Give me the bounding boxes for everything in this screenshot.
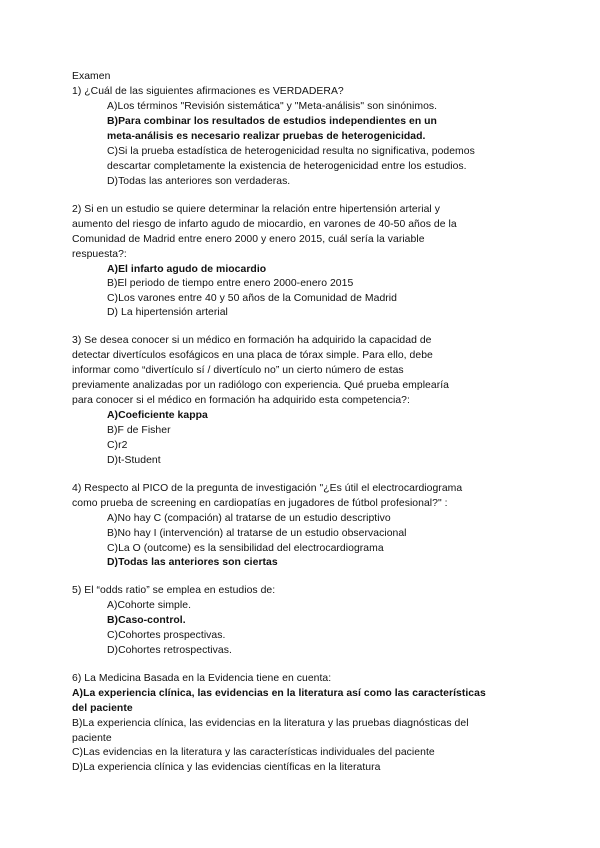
option-b-correct: B)Caso-control. (107, 615, 186, 626)
option-d-correct: D)Todas las anteriores son ciertas (107, 557, 278, 568)
option-b: paciente (72, 733, 112, 744)
question-stem-line: aumento del riesgo de infarto agudo de miocardio, en varones de 40-50 años de la (72, 219, 457, 230)
option-d: D)Todas las anteriores son verdaderas. (107, 176, 291, 187)
question-stem-line: informar como “divertículo sí / divertículo no” un cierto número de estas (72, 365, 404, 376)
option-a-correct: A)La experiencia clínica, las evidencias en la literatura así como las características (72, 688, 486, 699)
option-a-correct: del paciente (72, 703, 133, 714)
option-a: A)Cohorte simple. (107, 600, 192, 611)
question-stem-line: previamente analizadas por un radiólogo con experiencia. Qué prueba emplearía (72, 380, 449, 391)
option-c: C)Los varones entre 40 y 50 años de la Comunidad de Madrid (107, 293, 397, 304)
option-b-correct: B)Para combinar los resultados de estudios independientes en un (107, 116, 437, 127)
question-stem-line: 6) La Medicina Basada en la Evidencia tiene en cuenta: (72, 673, 332, 684)
question-stem-line: como prueba de screening en cardiopatías en jugadores de fútbol profesional?" : (72, 498, 448, 509)
option-b: B)El periodo de tiempo entre enero 2000-enero 2015 (107, 278, 354, 289)
question-stem-line: respuesta?: (72, 249, 127, 260)
option-d: D)t-Student (107, 455, 161, 466)
option-c: C)Las evidencias en la literatura y las características individuales del paciente (72, 747, 435, 758)
exam-title: Examen (72, 71, 111, 82)
option-b-correct: meta-análisis es necesario realizar pruebas de heterogenicidad. (107, 131, 426, 142)
option-c: descartar completamente la existencia de heterogenicidad entre los estudios. (107, 161, 467, 172)
question-stem-line: 5) El “odds ratio” se emplea en estudios de: (72, 585, 276, 596)
option-d: D)Cohortes retrospectivas. (107, 645, 232, 656)
question-stem-line: 2) Si en un estudio se quiere determinar la relación entre hipertensión arterial y (72, 204, 440, 215)
option-a: A)No hay C (compación) al tratarse de un estudio descriptivo (107, 513, 391, 524)
option-b: B)No hay I (intervención) al tratarse de un estudio observacional (107, 528, 407, 539)
option-d: D) La hipertensión arterial (107, 307, 228, 318)
option-b: B)F de Fisher (107, 425, 171, 436)
question-stem-line: 3) Se desea conocer si un médico en formación ha adquirido la capacidad de (72, 335, 432, 346)
option-a: A)Los términos "Revisión sistemática" y "Meta-análisis" son sinónimos. (107, 101, 438, 112)
question-stem-line: 1) ¿Cuál de las siguientes afirmaciones es VERDADERA? (72, 86, 344, 97)
option-b: B)La experiencia clínica, las evidencias en la literatura y las pruebas diagnósticas del (72, 718, 469, 729)
question-stem-line: detectar divertículos esofágicos en una placa de tórax simple. Para ello, debe (72, 350, 433, 361)
question-stem-line: Comunidad de Madrid entre enero 2000 y enero 2015, cuál sería la variable (72, 234, 425, 245)
option-c: C)Cohortes prospectivas. (107, 630, 226, 641)
question-stem-line: 4) Respecto al PICO de la pregunta de investigación "¿Es útil el electrocardiograma (72, 483, 463, 494)
option-d: D)La experiencia clínica y las evidencias científicas en la literatura (72, 762, 381, 773)
option-c: C)La O (outcome) es la sensibilidad del electrocardiograma (107, 543, 384, 554)
option-a-correct: A)Coeficiente kappa (107, 410, 208, 421)
question-stem-line: para conocer si el médico en formación ha adquirido esta competencia?: (72, 395, 410, 406)
option-a-correct: A)El infarto agudo de miocardio (107, 264, 267, 275)
option-c: C)r2 (107, 440, 128, 451)
option-c: C)Si la prueba estadística de heterogenicidad resulta no significativa, podemos (107, 146, 475, 157)
